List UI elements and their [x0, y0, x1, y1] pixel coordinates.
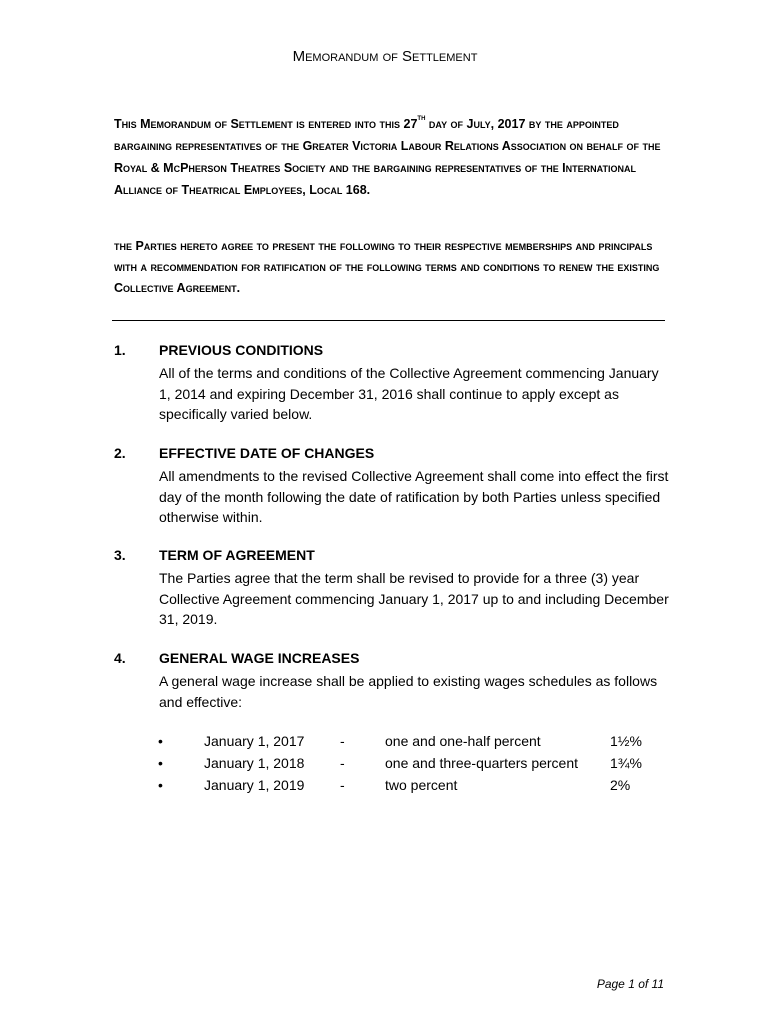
separator-dash: -: [340, 733, 345, 749]
section-number: 3.: [114, 547, 126, 563]
intro-superscript: th: [417, 113, 426, 122]
section-heading: EFFECTIVE DATE OF CHANGES: [159, 445, 375, 461]
section-body: A general wage increase shall be applied to existing wages schedules as follows and effective:: [159, 673, 658, 710]
intro-text-start: This Memorandum of Settlement is entered into this 27: [114, 117, 418, 131]
increase-description: one and one-half percent: [385, 733, 541, 749]
wage-increase-list: [158, 733, 658, 799]
horizontal-divider: [112, 320, 665, 321]
section-body: All of the terms and conditions of the Collective Agreement commencing January 1, 2014 and expiring December 31, 2016 shall continue to apply except as specifically varied below.: [159, 365, 659, 422]
section-heading: GENERAL WAGE INCREASES: [159, 650, 360, 666]
increase-date: January 1, 2018: [204, 755, 305, 771]
list-item: [158, 733, 658, 755]
section-body: All amendments to the revised Collective Agreement shall come into effect the first day of the month following the date of ratification by both Parties unless specified otherwise within.: [159, 468, 669, 525]
increase-percent: 1½%: [610, 733, 642, 749]
document-title: Memorandum of Settlement: [292, 48, 478, 65]
intro-text-end: day of July, 2017 by the appointed bargaining representatives of the Greater Victoria Labour Relations Association on behalf of the Royal & McPherson Theatres Society and the bargaining representatives of the International Alliance of Theatrical Employees, Local 168.: [114, 117, 661, 197]
increase-date: January 1, 2017: [204, 733, 305, 749]
separator-dash: -: [340, 755, 345, 771]
list-item: [158, 777, 658, 799]
increase-percent: 1¾%: [610, 755, 642, 771]
section-number: 2.: [114, 445, 126, 461]
parties-paragraph: the Parties hereto agree to present the following to their respective memberships and principals with a recommendation for ratification of the following terms and conditions to renew the existing Collective Agreement.: [114, 239, 660, 295]
increase-percent: 2%: [610, 777, 631, 793]
section-heading: PREVIOUS CONDITIONS: [159, 342, 324, 358]
increase-description: two percent: [385, 777, 458, 793]
section-body: The Parties agree that the term shall be revised to provide for a three (3) year Collective Agreement commencing January 1, 2017 up to and including December 31, 2019.: [159, 570, 669, 627]
increase-description: one and three-quarters percent: [385, 755, 579, 771]
section-heading: TERM OF AGREEMENT: [159, 547, 315, 563]
page-number: Page 1 of 11: [596, 977, 664, 991]
section-number: 1.: [114, 342, 126, 358]
section-number: 4.: [114, 650, 126, 666]
list-item: [158, 755, 658, 777]
bullet-icon: •: [158, 755, 163, 771]
separator-dash: -: [340, 777, 345, 793]
bullet-icon: •: [158, 777, 163, 793]
bullet-icon: •: [158, 733, 163, 749]
increase-date: January 1, 2019: [204, 777, 305, 793]
intro-paragraph: [114, 113, 669, 201]
